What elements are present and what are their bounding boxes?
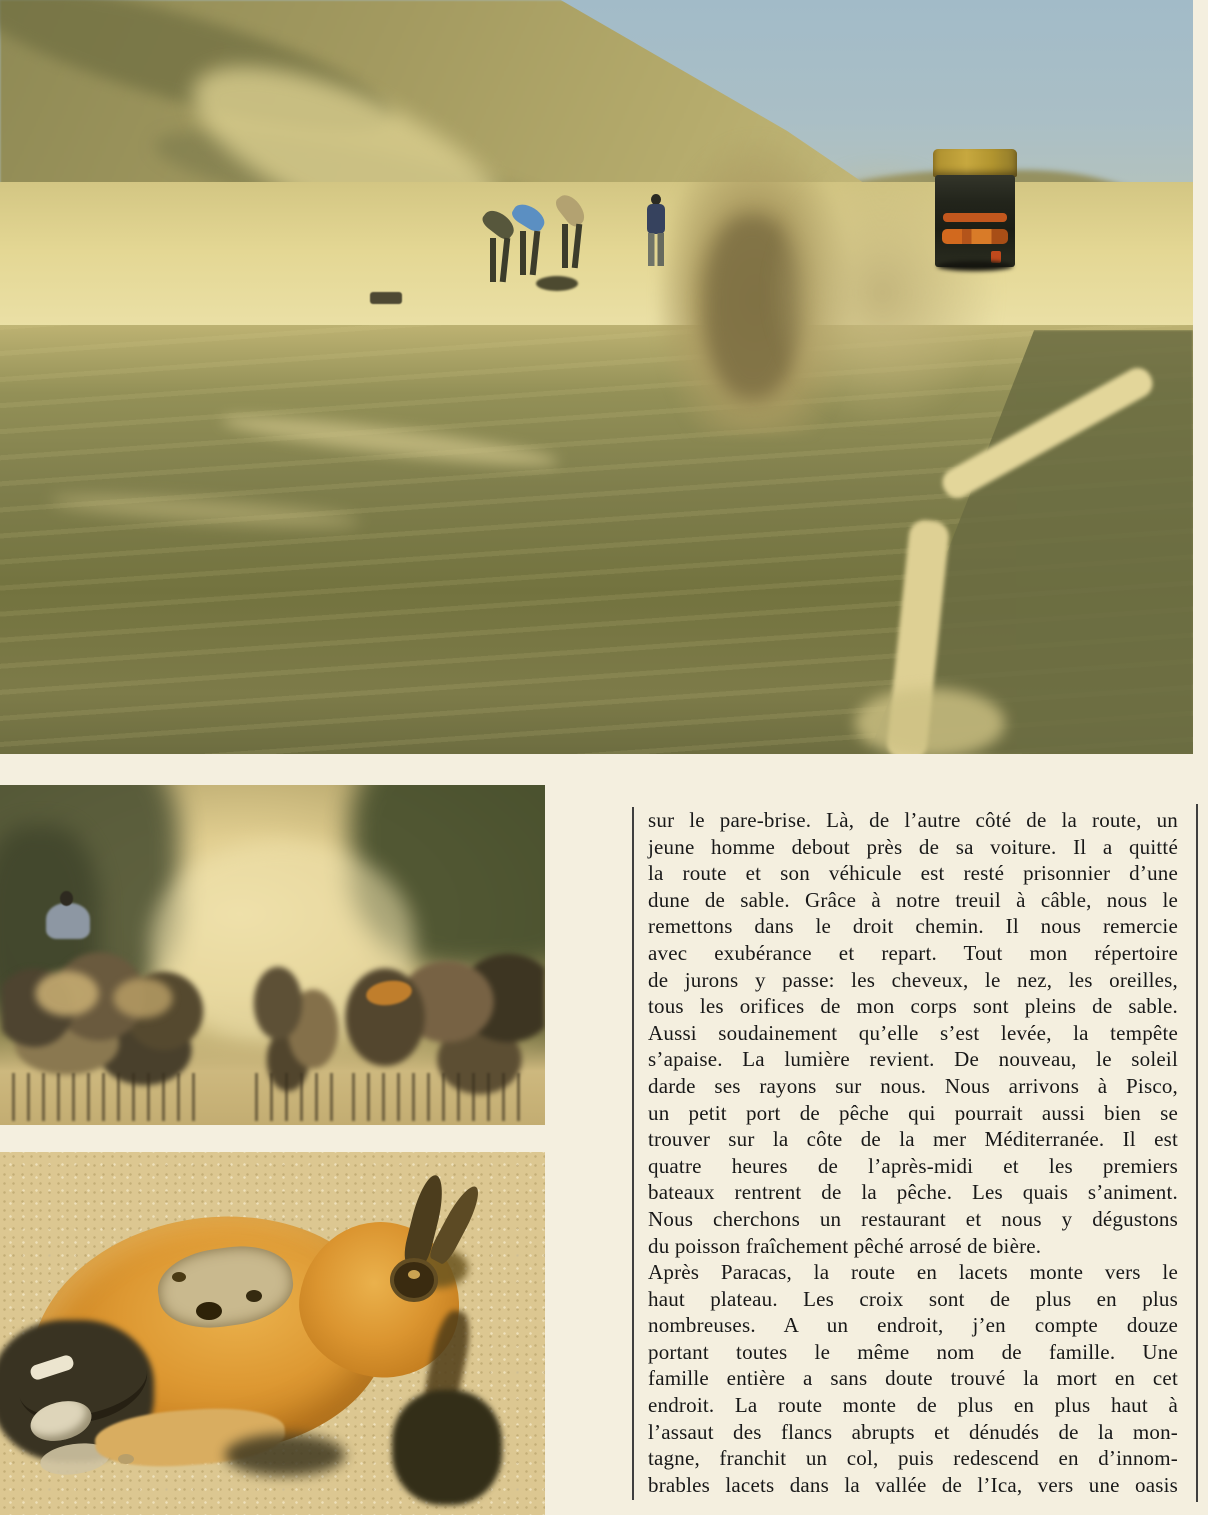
text-line: s’apaise. La lumière revient. De nouveau, le soleil [648,1047,1178,1072]
worker-torso [509,200,548,235]
text-line: l’assaut des flancs abrupts et dénudés de la mon- [648,1419,1178,1444]
text-line: remettons dans le droit chemin. Il nous remercie [648,914,1178,939]
text-line: portant toutes le même nom de famille. Une [648,1339,1178,1364]
animal-legs [12,1073,207,1121]
text-line: sur le pare-brise. Là, de l’autre côté de la route, un [648,808,1178,832]
truck-cargo-load [933,149,1017,177]
photo-desert-sandstorm [0,0,1193,754]
text-line: un petit port de pêche qui pourrait aussi bien se [648,1100,1178,1125]
truck-stripe-lower [942,229,1008,244]
figure-torso [647,204,665,234]
wound-spot [196,1302,222,1320]
column-rule-right [1196,804,1198,1502]
worker-leg [490,238,496,282]
text-line: avec exubérance et repart. Tout mon répertoire [648,940,1178,965]
worker-leg [520,231,526,275]
figure-legs [648,233,664,266]
text-line: bateaux rentrent de la pêche. Les quais s’animent. [648,1180,1178,1205]
herder-head [60,891,73,906]
text-line: la route et son véhicule est resté prisonnier d’une [648,861,1178,886]
herder-rider [46,903,90,939]
road-berm-base [855,688,1005,754]
text-line: brables lacets dans la vallée de l’Ica, vers une oasis [648,1472,1178,1497]
wound-spot [172,1272,186,1282]
text-line: trouver sur la côte de la mer Méditerranée. Il est [648,1127,1178,1152]
text-line: famille entière a sans doute trouvé la mort en cet [648,1366,1178,1391]
pebble [118,1454,134,1464]
text-line: tous les orifices de mon corps sont pleins de sable. [648,994,1178,1019]
eye-socket [390,1258,438,1302]
text-line: darde ses rayons sur nous. Nous arrivons à Pisco, [648,1073,1178,1098]
truck [933,149,1017,271]
text-line: jeune homme debout près de sa voiture. Il a quitté [648,834,1178,859]
text-line: haut plateau. Les croix sont de plus en plus [648,1286,1178,1311]
goat-herd-highlights [10,953,200,1043]
text-line: Nous cherchons un restaurant et nous y dégustons [648,1206,1178,1231]
truck-stripe-upper [943,213,1007,222]
text-line: quatre heures de l’après-midi et les premiers [648,1153,1178,1178]
worker-leg [572,224,583,268]
truck-shadow [937,261,1013,271]
text-line: nombreuses. A un endroit, j’en compte douze [648,1313,1178,1338]
text-line: du poisson fraîchement pêché arrosé de bière. [648,1233,1042,1258]
sack-on-ground [536,276,578,291]
worker-leg [530,231,541,275]
bending-worker-3 [548,186,600,281]
photo-donkey-carcass [0,1152,545,1515]
text-column [648,807,1178,1498]
distant-vehicle [370,292,402,304]
worker-torso [553,190,590,229]
belly-shadow [225,1434,345,1476]
text-line: tagne, franchit un col, puis redescend en d’innom- [648,1446,1178,1471]
column-rule-left [632,807,634,1500]
eye-glint [408,1270,420,1279]
text-line: endroit. La route monte de plus en plus haut à [648,1393,1178,1418]
worker-leg [562,224,568,268]
muzzle-tip-shadow [392,1390,502,1505]
text-line: de jurons y passe: les cheveux, le nez, les oreilles, [648,967,1178,992]
text-line: dune de sable. Grâce à notre treuil à câble, nous le [648,887,1178,912]
wound-spot [246,1290,262,1302]
standing-figure [643,194,669,268]
animal-legs [352,1073,532,1121]
text-line: Après Paracas, la route en lacets monte vers le [648,1260,1178,1285]
animal-legs [255,1073,335,1121]
text-line: Aussi soudainement qu’elle s’est levée, la tempête [648,1020,1178,1045]
